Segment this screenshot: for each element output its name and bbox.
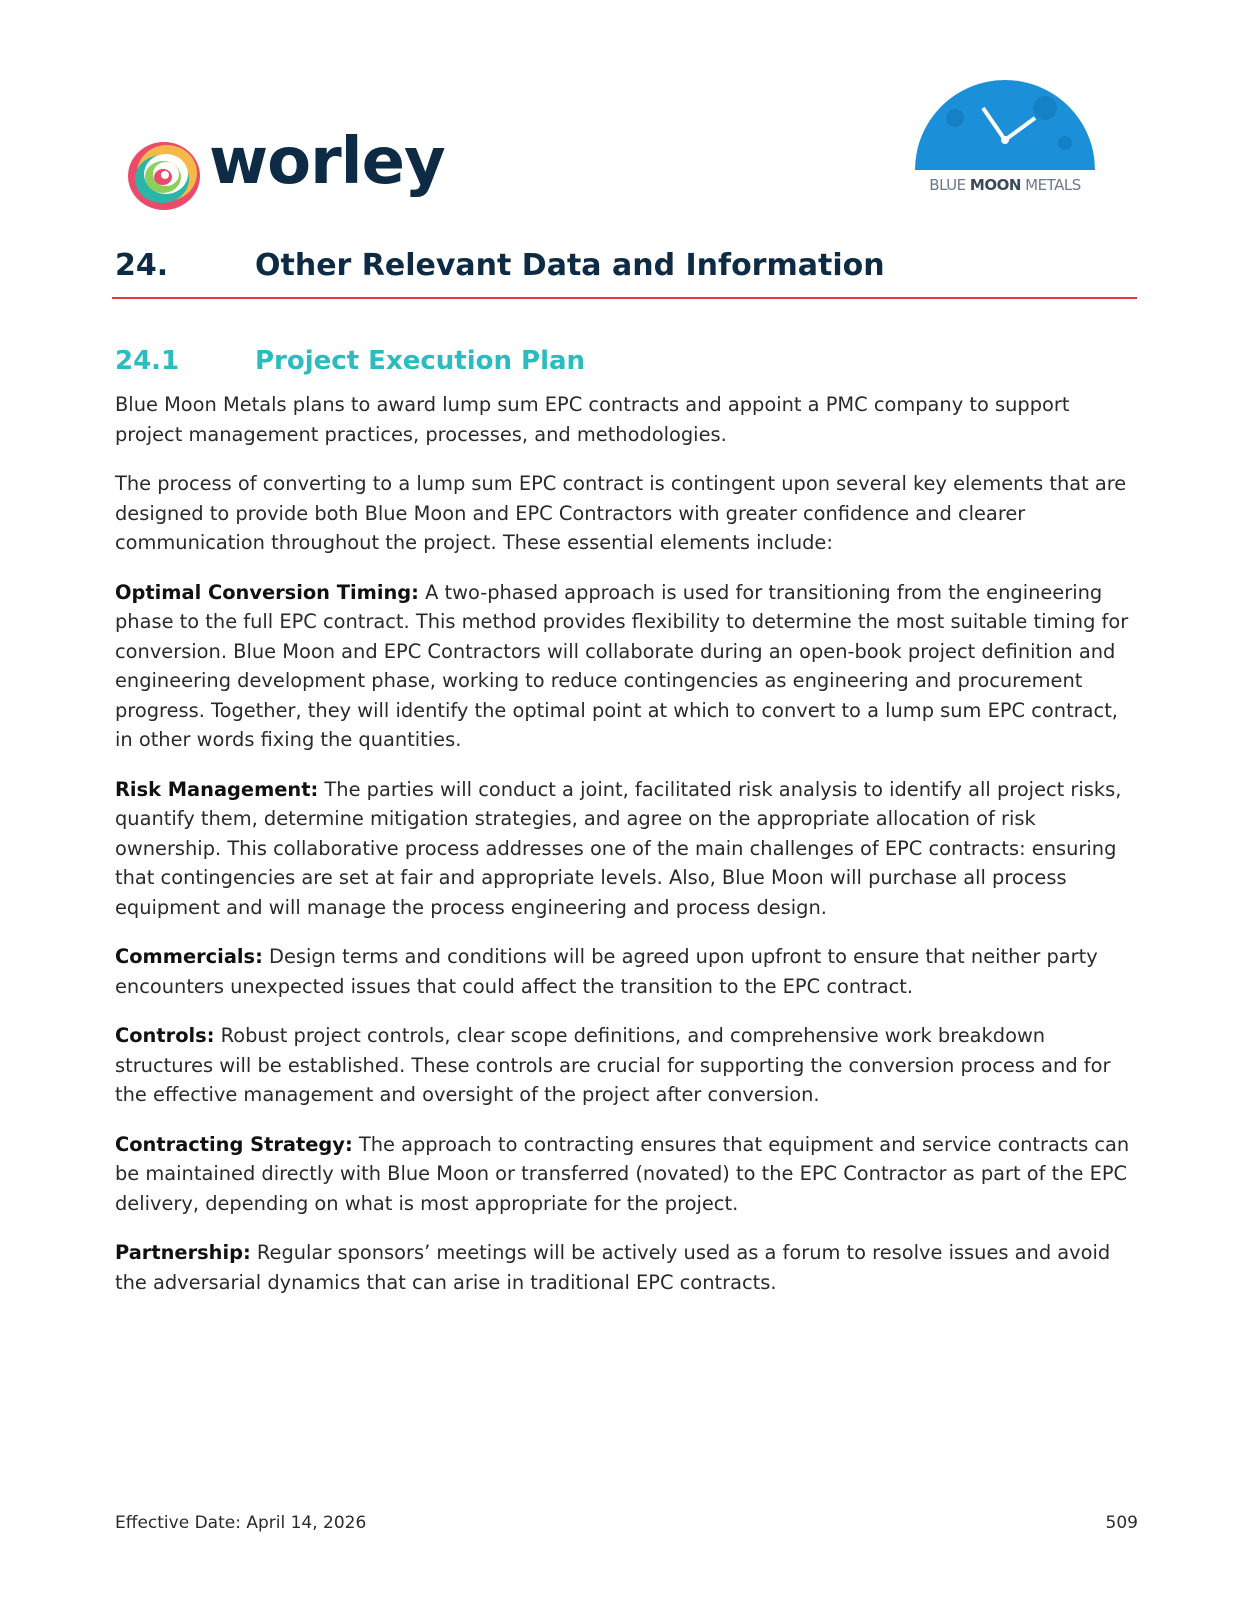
subsection-title: Project Execution Plan (255, 346, 586, 376)
element-paragraph (115, 1021, 1140, 1110)
element-paragraph (115, 578, 1140, 755)
body-text (115, 390, 1140, 1317)
blue-moon-wordmark: BLUE MOON METALS (929, 176, 1081, 194)
element-label: Optimal Conversion Timing: (115, 580, 419, 604)
element-text: A two-phased approach is used for transitioning from the engineering phase to the full EPC contract. This method provides flexibility to determine the most suitable timing for conversion. Blue Moon and EPC Contractors will collaborate during an open-book project definition and engineering development phase, working to reduce contingencies as engineering and procurement progress. Together, they will identify the optimal point at which to convert to a lump sum EPC contract, in other words fixing the quantities. (115, 580, 1129, 751)
element-text: The approach to contracting ensures that equipment and service contracts can be maintained directly with Blue Moon or transferred (novated) to the EPC Contractor as part of the EPC delivery, depending on what is most appropriate for the project. (115, 1132, 1130, 1215)
element-paragraph (115, 942, 1140, 1001)
element-label: Contracting Strategy: (115, 1132, 353, 1156)
element-label: Controls: (115, 1024, 215, 1047)
intro-paragraph: Blue Moon Metals plans to award lump sum EPC contracts and appoint a PMC company to support project management practices, processes, and methodologies. (115, 393, 1070, 446)
element-text: Regular sponsors’ meetings will be actively used as a forum to resolve issues and avoid the adversarial dynamics that can arise in traditional EPC contracts. (115, 1241, 1111, 1294)
element-label: Commercials: (115, 945, 263, 968)
element-paragraph (115, 775, 1140, 923)
blue-moon-metals-logo (905, 78, 1105, 203)
page-header (0, 0, 1250, 230)
element-paragraph (115, 1130, 1140, 1219)
element-text: Robust project controls, clear scope definitions, and comprehensive work breakdown structures will be established. These controls are crucial for supporting the conversion process and for the effective management and oversight of the project after conversion. (115, 1024, 1111, 1106)
worley-logo (125, 125, 445, 223)
element-label: Partnership: (115, 1241, 251, 1264)
element-text: Design terms and conditions will be agreed upon upfront to ensure that neither party encounters unexpected issues that could affect the transition to the EPC contract. (115, 945, 1098, 998)
page-number: 509 (1105, 1513, 1138, 1533)
element-label: Risk Management: (115, 777, 319, 801)
section-title: Other Relevant Data and Information (255, 248, 885, 283)
subsection-number: 24.1 (115, 346, 180, 376)
process-paragraph: The process of converting to a lump sum EPC contract is contingent upon several key elements that are designed to provide both Blue Moon and EPC Contractors with greater confidence and clearer communication throughout the project. These essential elements include: (115, 472, 1127, 554)
element-text: The parties will conduct a joint, facilitated risk analysis to identify all project risks, quantify them, determine mitigation strategies, and agree on the appropriate allocation of risk ownership. This collaborative process addresses one of the main challenges of EPC contracts: ensuring that contingencies are set at fair and appropriate levels. Also, Blue Moon will purchase all process equipment and will manage the process engineering and process design. (115, 777, 1122, 919)
section-number: 24. (115, 248, 169, 283)
moon-clock-icon (905, 78, 1105, 178)
element-paragraph (115, 1238, 1140, 1297)
worley-wordmark: worley (209, 125, 445, 199)
worley-swirl-icon (125, 137, 203, 215)
heading-divider (112, 297, 1137, 299)
effective-date: Effective Date: April 14, 2026 (115, 1513, 367, 1533)
